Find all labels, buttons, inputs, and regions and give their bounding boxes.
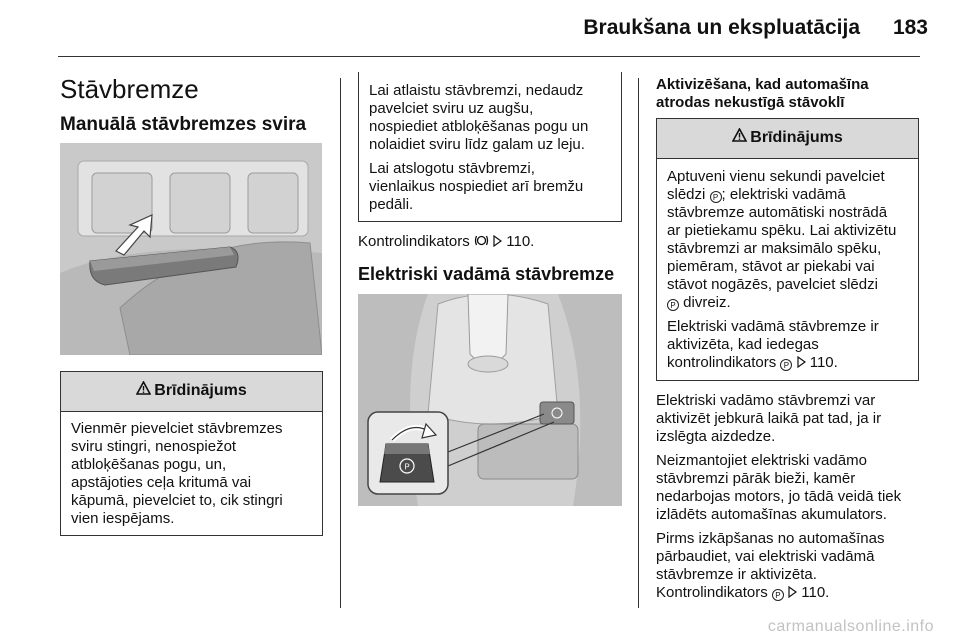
release-text [369,82,617,214]
parking-brake-p-icon: P [710,191,722,203]
text-line: Elektriski vadāmā stāvbremze ir [667,318,879,335]
text-line: piemēram, stāvot ar piekabi vai [667,258,875,275]
text-line [667,186,915,204]
running-header-title: Braukšana un ekspluatācija [583,16,860,39]
indicator-label: Kontrolindikators [358,233,470,250]
page-reference[interactable]: 110. [809,354,838,371]
text-line: izslēgta aizdedze. [656,428,776,445]
text-fragment: ; elektriski vadāmā [721,186,846,203]
page-reference-icon [788,584,797,601]
text-line: stāvbremze automātiski nostrādā [667,204,888,221]
text-fragment: divreiz. [683,294,731,311]
page-reference-icon [493,233,502,250]
brake-indicator-icon [474,233,489,250]
warning-header [657,119,918,159]
text-line: Neizmantojiet elektriski vadāmo [656,452,867,469]
text-line: pavelciet sviru uz augšu, [369,100,534,117]
handbrake-lever-photo [60,143,322,355]
warning-header [61,372,322,412]
text-line: Elektriski vadāmo stāvbremzi var [656,392,876,409]
warning-title: Brīdinājums [750,129,843,146]
text-line: nospiediet atbloķēšanas pogu un [369,118,589,135]
warning-box-left [60,371,323,536]
warning-line: kāpumā, pievelciet to, cik stingri [71,492,283,509]
text-line: stāvbremzi ar maksimālo spēku, [667,240,882,257]
switch-p-symbol: P [404,462,410,472]
handbrake-illustration [60,143,322,355]
parking-brake-p-icon: P [667,299,679,311]
electric-brake-heading: Elektriski vadāmā stāvbremze [358,264,615,284]
right-body-text [656,392,926,602]
page-reference[interactable]: 110. [801,584,830,601]
warning-title: Brīdinājums [154,382,247,399]
text-line: stāvbremze ir aktivizēta. [656,566,817,583]
electric-brake-illustration [358,294,622,506]
text-line: aktivizēta, kad iedegas [667,336,819,353]
page-reference[interactable]: 110. [506,233,535,250]
text-line: stāvbremzi pārāk bieži, kamēr [656,470,856,487]
text-line: pārbaudiet, vai elektriski vadāmā [656,548,875,565]
subsection-heading: Manuālā stāvbremzes svira [60,114,307,135]
release-instructions-box [358,72,622,222]
warning-text [71,420,316,528]
indicator-reference [358,233,534,251]
text-line: stāvot nogāzēs, pavelciet slēdzi [667,276,878,293]
text-line: nedarbojas motors, jo tādā veidā tiek [656,488,902,505]
text-line: izlādēts automašīnas akumulators. [656,506,887,523]
heading-line: atrodas nekustīgā stāvoklī [656,94,845,111]
column-divider-1 [340,78,341,608]
warning-line: atbloķēšanas pogu, un, [71,456,227,473]
parking-brake-p-icon: P [772,589,784,601]
warning-triangle-icon [732,119,747,157]
text-line: Lai atslogotu stāvbremzi, [369,160,535,177]
text-line [656,584,926,602]
text-line: nolaidiet sviru līdz galam uz leju. [369,136,585,153]
electric-brake-photo [358,294,622,506]
text-line [667,354,915,372]
text-line [667,294,915,312]
warning-triangle-icon [136,372,151,410]
text-line: ar pietiekamu spēku. Lai aktivizētu [667,222,897,239]
text-line: pedāli. [369,196,414,213]
activation-heading [656,76,869,112]
warning-text [667,168,915,372]
page-number: 183 [892,16,928,39]
parking-brake-p-icon: P [780,359,792,371]
heading-line: Aktivizēšana, kad automašīna [656,76,869,93]
text-fragment: Kontrolindikators [656,584,768,601]
column-divider-2 [638,78,639,608]
text-line: aktivizēt jebkurā laikā pat tad, ja ir [656,410,882,427]
text-line: Lai atlaistu stāvbremzi, nedaudz [369,82,584,99]
watermark: carmanualsonline.info [767,618,934,635]
warning-line: Vienmēr pievelciet stāvbremzes [71,420,283,437]
warning-line: apstājoties ceļa kritumā vai [71,474,252,491]
text-line: vienlaikus nospiediet arī bremžu [369,178,584,195]
text-line: Pirms izkāpšanas no automašīnas [656,530,885,547]
text-line: Aptuveni vienu sekundi pavelciet [667,168,885,185]
header-rule [58,56,920,57]
warning-line: vien iespējams. [71,510,175,527]
text-fragment: kontrolindikators [667,354,777,371]
page-reference-icon [797,354,806,371]
warning-box-right [656,118,919,381]
warning-line: sviru stingri, nenospiežot [71,438,237,455]
text-fragment: slēdzi [667,186,706,203]
section-heading: Stāvbremze [60,74,199,104]
